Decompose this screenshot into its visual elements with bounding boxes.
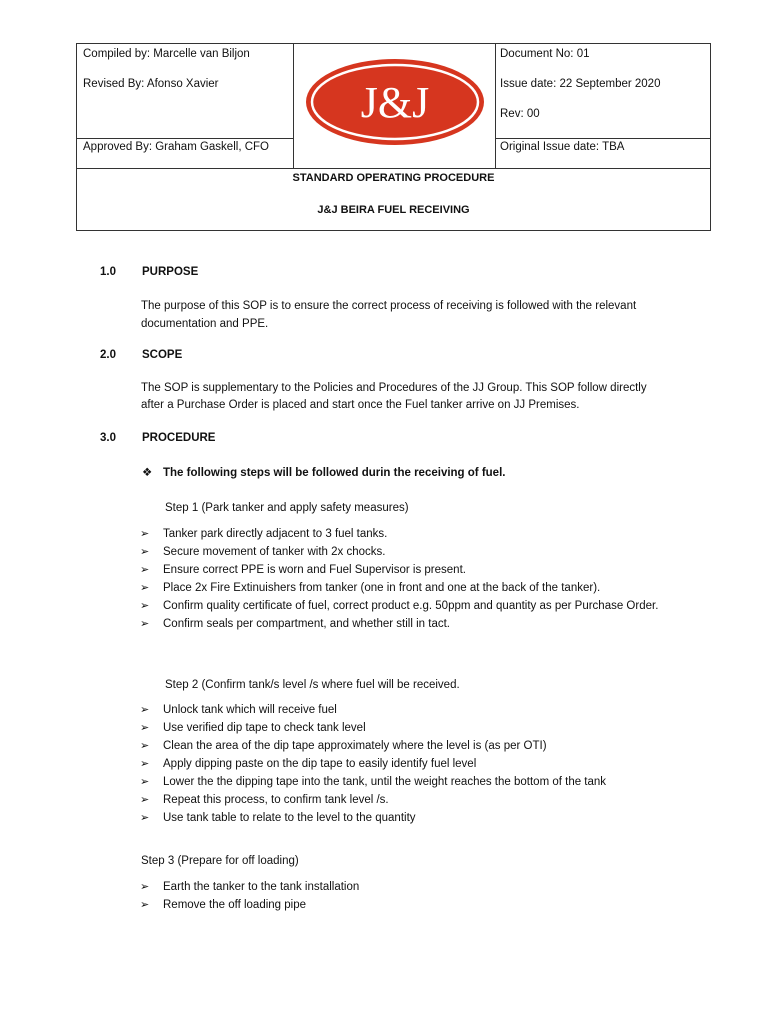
diamond-bullet-icon: ❖ <box>142 467 153 479</box>
arrowhead-bullet-icon: ➢ <box>140 546 150 558</box>
list-item <box>140 701 660 719</box>
arrowhead-bullet-icon: ➢ <box>140 582 150 594</box>
list-item-text: Place 2x Fire Extinuishers from tanker (one in front and one at the back of the tanker). <box>163 582 601 594</box>
arrowhead-bullet-icon: ➢ <box>140 704 150 716</box>
list-item <box>140 615 660 633</box>
list-item <box>140 737 660 755</box>
arrowhead-bullet-icon: ➢ <box>140 758 150 770</box>
step-1-list <box>140 525 660 633</box>
list-item-text: Confirm seals per compartment, and whether still in tact. <box>163 618 450 630</box>
list-item-text: Remove the off loading pipe <box>163 899 306 911</box>
svg-text:J&J: J&J <box>360 78 430 127</box>
compiled-by: Compiled by: Marcelle van Biljon <box>83 48 250 60</box>
arrowhead-bullet-icon: ➢ <box>140 618 150 630</box>
sop-title: STANDARD OPERATING PROCEDURE <box>292 172 495 184</box>
list-item <box>140 579 660 597</box>
list-item-text: Lower the the dipping tape into the tank, until the weight reaches the bottom of the tank <box>163 776 607 788</box>
purpose-text: The purpose of this SOP is to ensure the correct process of receiving is followed with the relevant documentation and PPE. <box>141 300 637 330</box>
arrowhead-bullet-icon: ➢ <box>140 794 150 806</box>
company-logo <box>303 57 487 147</box>
list-item <box>140 597 660 615</box>
list-item <box>140 878 660 896</box>
list-item <box>140 525 660 543</box>
list-item-text: Apply dipping paste on the dip tape to easily identify fuel level <box>163 758 477 770</box>
list-item <box>140 755 660 773</box>
list-item-text: Use verified dip tape to check tank level <box>163 722 366 734</box>
arrowhead-bullet-icon: ➢ <box>140 881 150 893</box>
procedure-lead-text: The following steps will be followed durin the receiving of fuel. <box>163 467 506 479</box>
list-item-text: Clean the area of the dip tape approximately where the level is (as per OTI) <box>163 740 547 752</box>
arrowhead-bullet-icon: ➢ <box>140 722 150 734</box>
arrowhead-bullet-icon: ➢ <box>140 528 150 540</box>
scope-text: The SOP is supplementary to the Policies and Procedures of the JJ Group. This SOP follow directly after a Purchase Order is placed and start once the Fuel tanker arrive on JJ Premises. <box>141 382 647 411</box>
arrowhead-bullet-icon: ➢ <box>140 564 150 576</box>
list-item-text: Use tank table to relate to the level to the quantity <box>163 812 416 824</box>
sop-subtitle: J&J BEIRA FUEL RECEIVING <box>317 204 470 216</box>
revision: Rev: 00 <box>500 108 540 120</box>
approved-by: Approved By: Graham Gaskell, CFO <box>83 141 269 153</box>
original-issue-date: Original Issue date: TBA <box>500 141 625 153</box>
arrowhead-bullet-icon: ➢ <box>140 740 150 752</box>
section-title-purpose: PURPOSE <box>142 266 199 278</box>
list-item <box>140 719 660 737</box>
issue-date: Issue date: 22 September 2020 <box>500 78 661 90</box>
procedure-lead <box>142 465 505 479</box>
list-item-text: Unlock tank which will receive fuel <box>163 704 337 716</box>
list-item <box>140 791 660 809</box>
list-item-text: Confirm quality certificate of fuel, correct product e.g. 50ppm and quantity as per Purchase Order. <box>163 600 659 612</box>
list-item-text: Earth the tanker to the tank installation <box>163 881 360 893</box>
section-number: 2.0 <box>100 349 116 361</box>
step-2-title: Step 2 (Confirm tank/s level /s where fuel will be received. <box>165 679 460 691</box>
list-item-text: Secure movement of tanker with 2x chocks. <box>163 546 386 558</box>
section-title-procedure: PROCEDURE <box>142 432 216 444</box>
section-number: 3.0 <box>100 432 116 444</box>
divider <box>495 138 711 139</box>
list-item <box>140 809 660 827</box>
step-3-title: Step 3 (Prepare for off loading) <box>141 855 299 867</box>
section-title-scope: SCOPE <box>142 349 183 361</box>
step-3-list <box>140 878 660 914</box>
header-table <box>76 43 711 231</box>
step-1-title: Step 1 (Park tanker and apply safety measures) <box>165 502 409 514</box>
arrowhead-bullet-icon: ➢ <box>140 812 150 824</box>
divider <box>77 168 711 169</box>
section-number: 1.0 <box>100 266 116 278</box>
arrowhead-bullet-icon: ➢ <box>140 600 150 612</box>
list-item-text: Tanker park directly adjacent to 3 fuel tanks. <box>163 528 388 540</box>
list-item-text: Ensure correct PPE is worn and Fuel Supervisor is present. <box>163 564 466 576</box>
divider <box>293 44 294 168</box>
document-number: Document No: 01 <box>500 48 590 60</box>
list-item <box>140 896 660 914</box>
list-item <box>140 773 660 791</box>
list-item-text: Repeat this process, to confirm tank level /s. <box>163 794 389 806</box>
arrowhead-bullet-icon: ➢ <box>140 899 150 911</box>
list-item <box>140 543 660 561</box>
step-2-list <box>140 701 660 827</box>
divider <box>77 138 293 139</box>
arrowhead-bullet-icon: ➢ <box>140 776 150 788</box>
list-item <box>140 561 660 579</box>
revised-by: Revised By: Afonso Xavier <box>83 78 219 90</box>
jj-logo-icon <box>303 57 487 147</box>
divider <box>495 44 496 168</box>
